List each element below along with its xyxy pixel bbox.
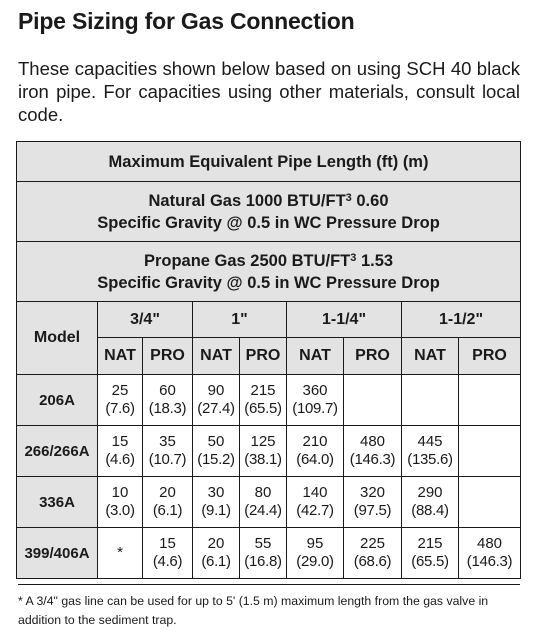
capacity-ft: 20: [207, 535, 225, 552]
fuel-label: NAT: [98, 338, 143, 375]
capacity-m: (42.7): [296, 502, 334, 519]
capacity-cell: [344, 375, 402, 426]
fuel-label: NAT: [287, 338, 344, 375]
size-header-1: 1": [193, 302, 287, 338]
capacity-m: (27.4): [197, 400, 235, 417]
capacity-m: (65.5): [244, 400, 282, 417]
capacity-cell: [402, 375, 459, 426]
capacity-ft: 210: [302, 433, 328, 450]
capacity-ft: 55: [254, 535, 272, 552]
capacity-cell: [287, 375, 344, 426]
capacity-ft: 480: [359, 433, 386, 450]
capacity-cell: [143, 375, 193, 426]
size-header-3-4: 3/4": [98, 302, 193, 338]
capacity-m: (29.0): [296, 553, 334, 570]
capacity-ft: 290: [417, 484, 443, 501]
propane-gas-exponent: 3: [350, 251, 357, 264]
capacity-ft: 15: [111, 433, 129, 450]
capacity-ft: 15: [159, 535, 176, 552]
footnote: * A 3/4" gas line can be used for up to 5' (1.5 m) maximum length from the gas valve in addition to the sediment trap.: [18, 594, 489, 627]
capacity-cell: [459, 477, 521, 528]
capacity-cell: [98, 375, 143, 426]
capacity-cell: [402, 426, 459, 477]
capacity-ft: 35: [159, 433, 176, 450]
capacity-cell: [98, 528, 143, 579]
fuel-label: NAT: [402, 338, 459, 375]
capacity-cell: [344, 477, 402, 528]
capacity-cell: [402, 477, 459, 528]
capacity-cell: [459, 375, 521, 426]
capacity-cell: [240, 426, 287, 477]
table-row: [17, 477, 521, 528]
fuel-label: PRO: [344, 338, 402, 375]
capacity-cell: [287, 426, 344, 477]
capacity-cell: [193, 477, 240, 528]
capacity-m: (64.0): [296, 451, 334, 468]
capacity-cell: [193, 375, 240, 426]
capacity-ft: 215: [417, 535, 443, 552]
propane-gas-subtitle: Specific Gravity @ 0.5 in WC Pressure Drop: [97, 273, 440, 292]
capacity-ft: 360: [302, 382, 328, 399]
fuel-label: PRO: [240, 338, 287, 375]
capacity-cell: [193, 528, 240, 579]
capacity-cell: [240, 477, 287, 528]
model-cell: 399/406A: [17, 528, 98, 579]
capacity-m: (9.1): [201, 502, 231, 519]
page-title: Pipe Sizing for Gas Connection: [18, 8, 355, 34]
fuel-label: PRO: [459, 338, 521, 375]
capacity-m: (146.3): [466, 553, 513, 570]
capacity-ft: 20: [159, 484, 176, 501]
model-cell: 336A: [17, 477, 98, 528]
capacity-ft: 95: [306, 535, 324, 552]
capacity-cell: [143, 528, 193, 579]
capacity-m: (18.3): [148, 400, 187, 417]
model-cell: 266/266A: [17, 426, 98, 477]
capacity-cell: [287, 477, 344, 528]
capacity-ft: 225: [359, 535, 386, 552]
table-row: [17, 375, 521, 426]
capacity-m: (24.4): [244, 502, 282, 519]
capacity-ft: 30: [207, 484, 225, 501]
propane-gas-gravity: 1.53: [356, 251, 394, 270]
capacity-ft: 445: [417, 433, 443, 450]
capacity-ft: *: [117, 544, 123, 561]
capacity-m: (6.1): [201, 553, 231, 570]
capacity-m: (146.3): [349, 451, 396, 468]
capacity-ft: 50: [207, 433, 225, 450]
capacity-m: (6.1): [152, 502, 183, 519]
capacity-m: (4.6): [152, 553, 183, 570]
footnote-divider: [18, 584, 520, 585]
capacity-cell: [98, 477, 143, 528]
capacity-cell: [344, 528, 402, 579]
capacity-m: (135.6): [407, 451, 453, 468]
propane-gas-header: [17, 242, 521, 302]
capacity-m: (88.4): [411, 502, 449, 519]
capacity-m: (68.6): [353, 553, 392, 570]
propane-gas-title: Propane Gas 2500 BTU/FT: [143, 251, 351, 270]
capacity-cell: [98, 426, 143, 477]
model-column-header: Model: [17, 302, 98, 375]
capacity-m: (16.8): [244, 553, 282, 570]
capacity-ft: 60: [159, 382, 176, 399]
natural-gas-exponent: 3: [345, 191, 352, 204]
capacity-m: (109.7): [292, 400, 338, 417]
capacity-ft: 320: [359, 484, 386, 501]
natural-gas-gravity: 0.60: [351, 191, 389, 210]
natural-gas-title: Natural Gas 1000 BTU/FT: [148, 191, 346, 210]
capacity-m: (97.5): [353, 502, 392, 519]
capacity-ft: 90: [207, 382, 225, 399]
capacity-ft: 125: [250, 433, 276, 450]
capacity-ft: 215: [250, 382, 276, 399]
capacity-m: (7.6): [105, 400, 135, 417]
capacity-cell: [402, 528, 459, 579]
capacity-cell: [240, 375, 287, 426]
size-header-1-1-4: 1-1/4": [287, 302, 402, 338]
capacity-cell: [193, 426, 240, 477]
intro-paragraph: These capacities shown below based on using SCH 40 black iron pipe. For capacities using other materials, consult local code.: [18, 58, 520, 125]
capacity-m: (15.2): [197, 451, 235, 468]
capacity-cell: [287, 528, 344, 579]
table-row: [17, 426, 521, 477]
natural-gas-header: [17, 182, 521, 242]
capacity-cell: [344, 426, 402, 477]
table-row: [17, 528, 521, 579]
capacity-m: (3.0): [105, 502, 135, 519]
capacity-cell: [143, 477, 193, 528]
capacity-ft: 480: [477, 535, 503, 552]
fuel-label: PRO: [143, 338, 193, 375]
size-header-1-1-2: 1-1/2": [402, 302, 521, 338]
model-cell: 206A: [17, 375, 98, 426]
fuel-label: NAT: [193, 338, 240, 375]
pipe-sizing-table: [16, 141, 521, 579]
capacity-m: (10.7): [148, 451, 187, 468]
capacity-cell: [240, 528, 287, 579]
capacity-ft: 140: [302, 484, 328, 501]
capacity-ft: 80: [254, 484, 272, 501]
capacity-cell: [459, 528, 521, 579]
length-header: Maximum Equivalent Pipe Length (ft) (m): [17, 142, 521, 182]
capacity-m: (38.1): [244, 451, 282, 468]
capacity-ft: 10: [111, 484, 129, 501]
capacity-cell: [143, 426, 193, 477]
capacity-cell: [459, 426, 521, 477]
capacity-ft: 25: [111, 382, 129, 399]
capacity-m: (65.5): [411, 553, 449, 570]
natural-gas-subtitle: Specific Gravity @ 0.5 in WC Pressure Drop: [97, 213, 440, 232]
capacity-m: (4.6): [105, 451, 135, 468]
